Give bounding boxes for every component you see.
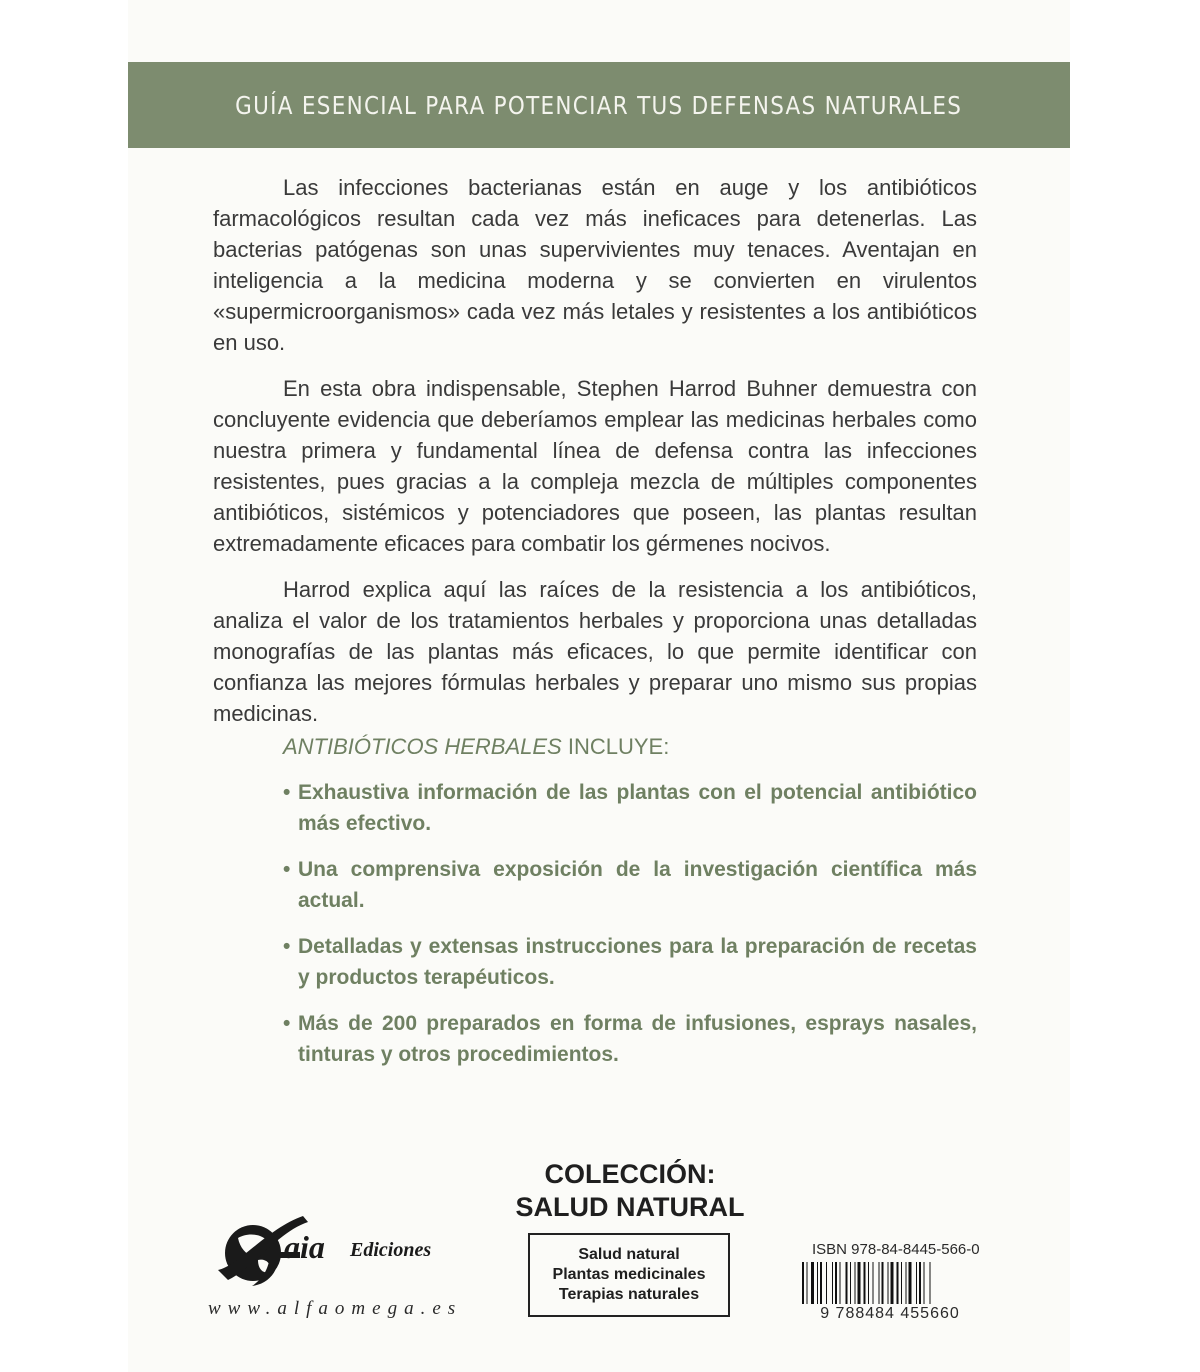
list-item (283, 777, 977, 839)
svg-text:aia: aia (284, 1229, 325, 1265)
category-item: Salud natural (578, 1246, 680, 1263)
barcode-digits: 9 788484 455660 (820, 1305, 960, 1322)
svg-text:Ediciones: Ediciones (350, 1239, 432, 1261)
includes-heading (283, 734, 669, 760)
bullet-icon: • (283, 1012, 291, 1035)
header-banner (128, 62, 1070, 148)
bullet-icon: • (283, 935, 291, 958)
list-item (283, 931, 977, 993)
book-title-italic: ANTIBIÓTICOS HERBALES (283, 734, 562, 759)
category-item: Terapias naturales (558, 1286, 700, 1303)
paragraph-2: En esta obra indispensable, Stephen Harrod Buhner demuestra con concluyente evidencia que deberíamos emplear las medicinas herbales como nuestra primera y fundamental línea de defensa contra las infecciones resistentes, pues gracias a la compleja mezcla de múltiples componentes antibióticos, sistémicos y potenciadores que poseen, las plantas resultan extremadamente eficaces para combatir los gérmenes nocivos. (213, 376, 977, 556)
category-item: Plantas medicinales (552, 1266, 706, 1283)
description-text (213, 172, 977, 744)
paragraph-1: Las infecciones bacterianas están en auge y los antibióticos farmacológicos resultan cada vez más ineficaces para detenerlas. Las bacterias patógenas son unas supervivientes muy tenaces. Aventajan en inteligencia a la medicina moderna y se convierten en virulentos «supermicroorganismos» cada vez más letales y resistentes a los antibióticos en uso. (213, 175, 977, 355)
bullet-icon: • (283, 781, 291, 804)
features-list (283, 777, 977, 1085)
collection-categories-box (528, 1233, 730, 1317)
list-item-text: Exhaustiva información de las plantas con el potencial antibiótico más efectivo. (298, 781, 977, 835)
collection-title (480, 1158, 780, 1224)
paragraph-3: Harrod explica aquí las raíces de la resistencia a los antibióticos, analiza el valor de los tratamientos herbales y proporciona unas detalladas monografías de las plantas más eficaces, lo que permite identificar con confianza las mejores fórmulas herbales y preparar uno mismo sus propias medicinas. (213, 577, 977, 726)
list-item (283, 1008, 977, 1070)
list-item-text: Más de 200 preparados en forma de infusiones, esprays nasales, tinturas y otros procedimientos. (298, 1012, 977, 1066)
publisher-website: www.alfaomega.es (208, 1298, 463, 1319)
banner-title: GUÍA ESENCIAL PARA POTENCIAR TUS DEFENSAS NATURALES (235, 90, 963, 120)
isbn-label: ISBN 978-84-8445-566-0 (812, 1241, 980, 1258)
list-item-text: Una comprensiva exposición de la investigación científica más actual. (298, 858, 977, 912)
collection-title-line2: SALUD NATURAL (515, 1192, 745, 1222)
bullet-icon: • (283, 858, 291, 881)
includes-label: INCLUYE: (561, 734, 670, 759)
list-item-text: Detalladas y extensas instrucciones para la preparación de recetas y productos terapéuticos. (298, 935, 977, 989)
list-item (283, 854, 977, 916)
barcode-icon (800, 1262, 980, 1304)
collection-title-line1: COLECCIÓN: (544, 1159, 716, 1189)
